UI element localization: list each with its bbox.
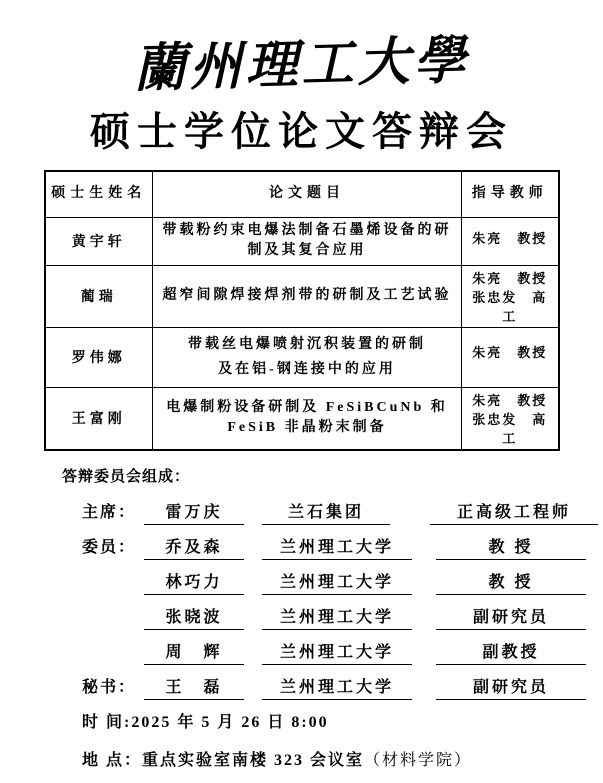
- member-name: 林巧力: [144, 572, 244, 595]
- defense-location: [82, 750, 603, 772]
- committee-section: [62, 465, 603, 772]
- defense-schedule-table: [44, 170, 560, 451]
- thesis-line: FeSiB 非晶粉末制备: [227, 420, 387, 435]
- time-value: 2025 年 5 月 26 日 8:00: [131, 713, 329, 731]
- thesis-line: 超窄间隙焊接焊剂带的研制及工艺试验: [162, 288, 452, 303]
- chair-title: 正高级工程师: [430, 502, 598, 525]
- member-affiliation: 兰州理工大学: [262, 537, 412, 560]
- thesis-title: [153, 265, 462, 327]
- committee-member-row: [82, 642, 603, 665]
- secretary-affiliation: 兰州理工大学: [262, 677, 412, 700]
- advisor-name: 张忠发 高工: [472, 289, 548, 324]
- committee-member-row: [82, 537, 603, 560]
- col-header-thesis-title: 论文题目: [153, 171, 462, 217]
- col-header-advisor: 指导教师: [462, 171, 559, 217]
- secretary-name: 王 磊: [144, 677, 244, 700]
- table-row: [45, 217, 559, 265]
- student-name: 黄宇轩: [45, 217, 153, 265]
- member-affiliation: 兰州理工大学: [262, 572, 412, 595]
- thesis-line: 及在铝-钢连接中的应用: [218, 361, 396, 377]
- member-name: 乔及森: [144, 537, 244, 560]
- defense-time: [82, 712, 603, 734]
- student-name: 王富刚: [45, 387, 153, 450]
- thesis-line: 电爆制粉设备研制及 FeSiBCuNb 和: [166, 400, 448, 415]
- advisor-cell: [462, 265, 559, 327]
- member-name: 周 辉: [144, 642, 244, 665]
- page-title: 硕士学位论文答辩会: [90, 109, 513, 154]
- members-label: 委员：: [82, 538, 137, 556]
- member-affiliation: 兰州理工大学: [262, 642, 412, 665]
- committee-chair-row: [82, 502, 603, 525]
- chair-name: 雷万庆: [144, 502, 244, 525]
- committee-heading: 答辩委员会组成：: [62, 468, 191, 485]
- table-row: [45, 265, 559, 327]
- secretary-title: 副研究员: [436, 677, 586, 700]
- member-title: 副教授: [436, 642, 586, 665]
- thesis-title: [153, 387, 462, 450]
- location-value: 重点实验室南楼 323 会议室: [142, 751, 365, 769]
- advisor-cell: [462, 387, 559, 450]
- university-logo-calligraphy: 蘭州理工大學: [132, 29, 471, 100]
- table-header-row: [45, 171, 559, 217]
- member-title: 教 授: [436, 572, 586, 595]
- student-name: 蔺瑞: [45, 265, 153, 327]
- advisor-name: 张忠发 高工: [472, 411, 548, 446]
- member-affiliation: 兰州理工大学: [262, 607, 412, 630]
- table-row: [45, 387, 559, 450]
- committee-member-row: [82, 572, 603, 595]
- student-name: 罗伟娜: [45, 327, 153, 387]
- advisor-cell: [462, 217, 559, 265]
- thesis-title: [153, 217, 462, 265]
- member-title: 教 授: [436, 537, 586, 560]
- committee-secretary-row: [82, 677, 603, 700]
- chair-label: 主席：: [82, 503, 137, 521]
- time-label: 时 间:: [82, 713, 132, 731]
- thesis-title: [153, 327, 462, 387]
- advisor-name: 朱亮 教授: [472, 270, 548, 286]
- secretary-label: 秘书：: [82, 678, 137, 696]
- location-label: 地 点：: [82, 751, 143, 769]
- advisor-name: 朱亮 教授: [472, 392, 548, 408]
- thesis-line: 制及其复合应用: [247, 243, 367, 258]
- location-note: （材料学院）: [364, 751, 473, 769]
- col-header-student-name: 硕士生姓名: [45, 171, 153, 217]
- advisor-name: 朱亮 教授: [472, 230, 548, 246]
- committee-member-row: [82, 607, 603, 630]
- member-title: 副研究员: [436, 607, 586, 630]
- thesis-line: 带载粉约束电爆法制备石墨烯设备的研: [162, 223, 452, 238]
- advisor-name: 朱亮 教授: [472, 344, 548, 360]
- chair-affiliation: 兰石集团: [262, 502, 390, 525]
- table-row: [45, 327, 559, 387]
- thesis-line: 带载丝电爆喷射沉积装置的研制: [188, 336, 426, 352]
- member-name: 张晓波: [144, 607, 244, 630]
- advisor-cell: [462, 327, 559, 387]
